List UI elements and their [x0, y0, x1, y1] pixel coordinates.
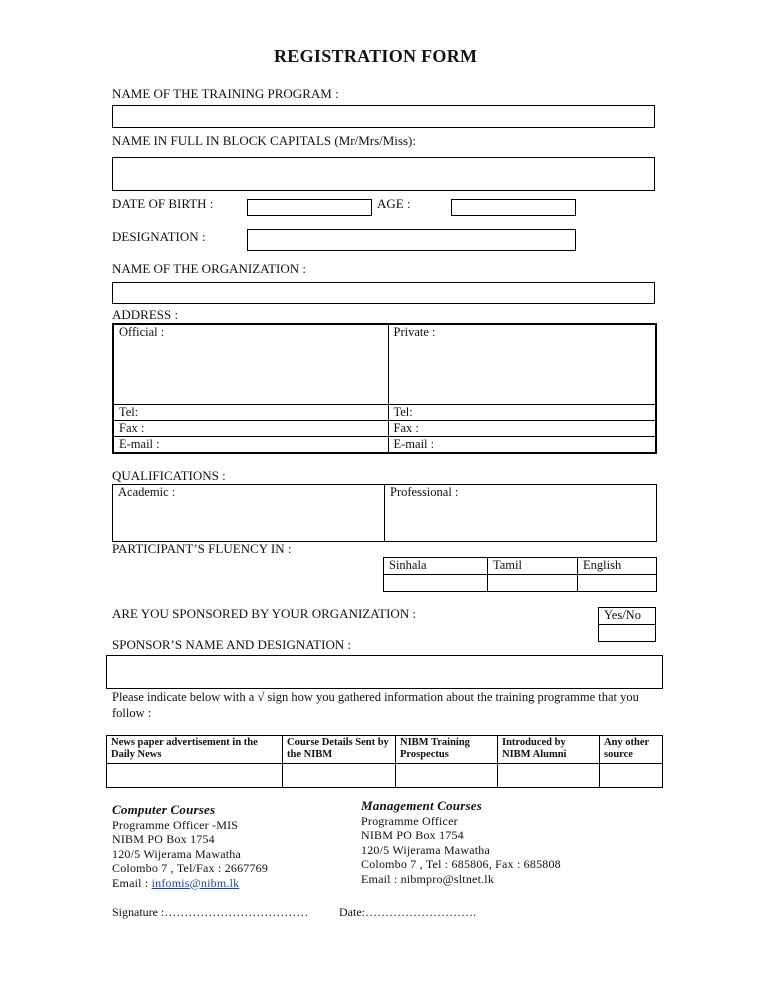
computer-courses-line4: Colombo 7 , Tel/Fax : 2667769 — [112, 861, 269, 875]
management-courses-line4: Colombo 7 , Tel : 685806, Fax : 685808 — [361, 857, 561, 871]
official-fax-cell[interactable] — [113, 420, 388, 436]
official-tel-cell[interactable] — [113, 404, 388, 420]
qualifications-table — [112, 484, 657, 542]
management-courses-line2: NIBM PO Box 1754 — [361, 828, 464, 842]
full-name-field[interactable] — [112, 157, 655, 191]
training-program-label: NAME OF THE TRAINING PROGRAM : — [112, 86, 339, 101]
address-private-label: Private : — [393, 325, 436, 339]
fluency-label: PARTICIPANT’S FLUENCY IN : — [112, 541, 292, 556]
official-email-label: E-mail : — [119, 436, 160, 451]
sponsor-name-label: SPONSOR’S NAME AND DESIGNATION : — [112, 637, 352, 652]
age-label: AGE : — [377, 196, 411, 211]
sponsored-answer-cell[interactable] — [599, 625, 656, 642]
age-field[interactable] — [451, 199, 576, 216]
source-prospectus-check[interactable] — [396, 764, 498, 788]
computer-courses-contact — [112, 803, 268, 890]
private-tel-label: Tel: — [393, 404, 413, 419]
source-newspaper-check[interactable] — [107, 764, 283, 788]
professional-label: Professional : — [390, 485, 459, 499]
private-fax-cell[interactable] — [388, 420, 656, 436]
address-private-cell[interactable] — [388, 324, 656, 404]
fluency-sinhala-cell[interactable] — [384, 575, 488, 592]
source-course-details-check[interactable] — [283, 764, 396, 788]
source-other-check[interactable] — [600, 764, 663, 788]
private-email-cell[interactable] — [388, 436, 656, 453]
fluency-tamil-cell[interactable] — [488, 575, 578, 592]
date-line[interactable]: Date:………………………. — [339, 905, 476, 919]
private-email-label: E-mail : — [393, 436, 435, 451]
source-alumni-header: Introduced by NIBM Alumni — [498, 736, 600, 764]
info-source-table — [106, 735, 663, 788]
organization-label: NAME OF THE ORGANIZATION : — [112, 261, 307, 276]
full-name-label: NAME IN FULL IN BLOCK CAPITALS (Mr/Mrs/Miss): — [112, 133, 416, 148]
organization-field[interactable] — [112, 282, 655, 304]
source-other-header: Any other source — [600, 736, 663, 764]
source-alumni-check[interactable] — [498, 764, 600, 788]
private-fax-label: Fax : — [393, 420, 419, 435]
management-courses-heading: Management Courses — [361, 798, 482, 813]
management-courses-line1: Programme Officer — [361, 813, 458, 828]
source-course-details-header: Course Details Sent by the NIBM — [283, 736, 396, 764]
official-email-cell[interactable] — [113, 436, 388, 453]
info-prompt: Please indicate below with a √ sign how you gathered information about the training programme that you follow : — [112, 690, 639, 720]
academic-cell[interactable] — [113, 485, 385, 542]
source-newspaper-header: News paper advertisement in the Daily News — [107, 736, 283, 764]
computer-courses-line1: Programme Officer -MIS — [112, 817, 239, 832]
management-courses-contact — [361, 799, 561, 886]
designation-label: DESIGNATION : — [112, 229, 206, 244]
professional-cell[interactable] — [385, 485, 657, 542]
fluency-sinhala-header: Sinhala — [384, 558, 488, 575]
dob-field[interactable] — [247, 199, 372, 216]
fluency-tamil-header: Tamil — [488, 558, 578, 575]
computer-courses-line2: NIBM PO Box 1754 — [112, 832, 215, 846]
training-program-field[interactable] — [112, 105, 655, 128]
sponsored-yes-no-header: Yes/No — [599, 608, 656, 625]
fluency-english-header: English — [578, 558, 657, 575]
qualifications-label: QUALIFICATIONS : — [112, 468, 226, 483]
address-official-label: Official : — [119, 325, 165, 339]
address-official-cell[interactable] — [113, 324, 388, 404]
official-tel-label: Tel: — [119, 404, 139, 419]
computer-courses-email-link[interactable]: infomis@nibm.lk — [151, 875, 240, 890]
sponsor-name-field[interactable] — [106, 655, 663, 689]
address-table — [112, 323, 657, 454]
management-courses-line5: Email : nibmpro@sltnet.lk — [361, 871, 495, 886]
academic-label: Academic : — [118, 485, 176, 499]
fluency-table — [383, 557, 657, 592]
address-label: ADDRESS : — [112, 307, 179, 322]
form-title: REGISTRATION FORM — [274, 46, 478, 66]
computer-courses-line3: 120/5 Wijerama Mawatha — [112, 846, 241, 861]
private-tel-cell[interactable] — [388, 404, 656, 420]
sponsored-table — [598, 607, 656, 642]
management-courses-line3: 120/5 Wijerama Mawatha — [361, 842, 490, 857]
computer-courses-email-label: Email : — [112, 875, 152, 890]
signature-line[interactable]: Signature :……………………………… — [112, 905, 309, 919]
official-fax-label: Fax : — [119, 420, 145, 435]
designation-field[interactable] — [247, 229, 576, 251]
fluency-english-cell[interactable] — [578, 575, 657, 592]
source-prospectus-header: NIBM Training Prospectus — [396, 736, 498, 764]
sponsored-label: ARE YOU SPONSORED BY YOUR ORGANIZATION : — [112, 606, 417, 621]
dob-label: DATE OF BIRTH : — [112, 196, 214, 211]
computer-courses-heading: Computer Courses — [112, 802, 216, 817]
